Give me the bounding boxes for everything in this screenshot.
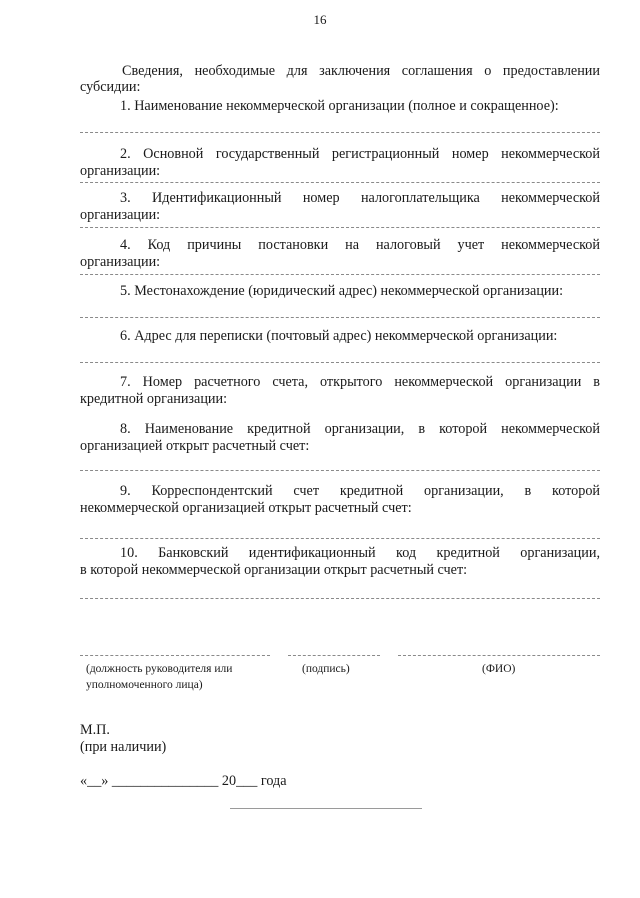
item-6-answer-line bbox=[80, 362, 600, 363]
item-1-text: 1. Наименование некоммерческой организации (полное и сокращенное): bbox=[120, 98, 559, 114]
item-8-text: 8. Наименование кредитной организации, в которой некоммерческой bbox=[120, 421, 600, 437]
intro-line2: субсидии: bbox=[80, 79, 141, 95]
bottom-separator bbox=[230, 808, 422, 809]
page-number: 16 bbox=[313, 12, 327, 27]
item-4-text: 4. Код причины постановки на налоговый учет некоммерческой bbox=[120, 237, 600, 253]
signature-line bbox=[288, 655, 380, 656]
item-10-answer-line bbox=[80, 598, 600, 599]
item-2-text: 2. Основной государственный регистрационный номер некоммерческой bbox=[120, 146, 600, 162]
item-8-text-cont: организацией открыт расчетный счет: bbox=[80, 438, 310, 454]
date-line: «__» _______________ 20___ года bbox=[80, 773, 287, 789]
signature-caption: (подпись) bbox=[302, 663, 350, 675]
item-9-text: 9. Корреспондентский счет кредитной организации, в которой bbox=[120, 483, 600, 499]
item-2-text-cont: организации: bbox=[80, 163, 161, 179]
name-caption: (ФИО) bbox=[482, 663, 516, 675]
intro-line1: Сведения, необходимые для заключения соглашения о предоставлении bbox=[122, 63, 600, 79]
item-5-text: 5. Местонахождение (юридический адрес) некоммерческой организации: bbox=[120, 283, 564, 299]
position-caption: (должность руководителя или bbox=[86, 663, 233, 675]
name-signature-line bbox=[398, 655, 600, 656]
stamp-label: М.П. bbox=[80, 722, 110, 738]
item-4-text-cont: организации: bbox=[80, 254, 161, 270]
item-7-text: 7. Номер расчетного счета, открытого некоммерческой организации в bbox=[120, 374, 600, 390]
position-signature-line bbox=[80, 655, 270, 656]
item-10-text: 10. Банковский идентификационный код кредитной организации, bbox=[120, 545, 600, 561]
stamp-note: (при наличии) bbox=[80, 739, 167, 755]
item-9-answer-line bbox=[80, 538, 600, 539]
item-2-answer-line bbox=[80, 182, 600, 183]
item-4-answer-line bbox=[80, 274, 600, 275]
item-3-text-cont: организации: bbox=[80, 207, 161, 223]
item-6-text: 6. Адрес для переписки (почтовый адрес) некоммерческой организации: bbox=[120, 328, 558, 344]
position-caption-cont: уполномоченного лица) bbox=[86, 679, 203, 691]
item-8-answer-line bbox=[80, 470, 600, 471]
item-3-text: 3. Идентификационный номер налогоплательщика некоммерческой bbox=[120, 190, 600, 206]
item-5-answer-line bbox=[80, 317, 600, 318]
item-7-text-cont: кредитной организации: bbox=[80, 391, 228, 407]
item-1-answer-line bbox=[80, 132, 600, 133]
item-3-answer-line bbox=[80, 227, 600, 228]
item-9-text-cont: некоммерческой организацией открыт расчетный счет: bbox=[80, 500, 412, 516]
item-10-text-cont: в которой некоммерческой организации открыт расчетный счет: bbox=[80, 562, 468, 578]
